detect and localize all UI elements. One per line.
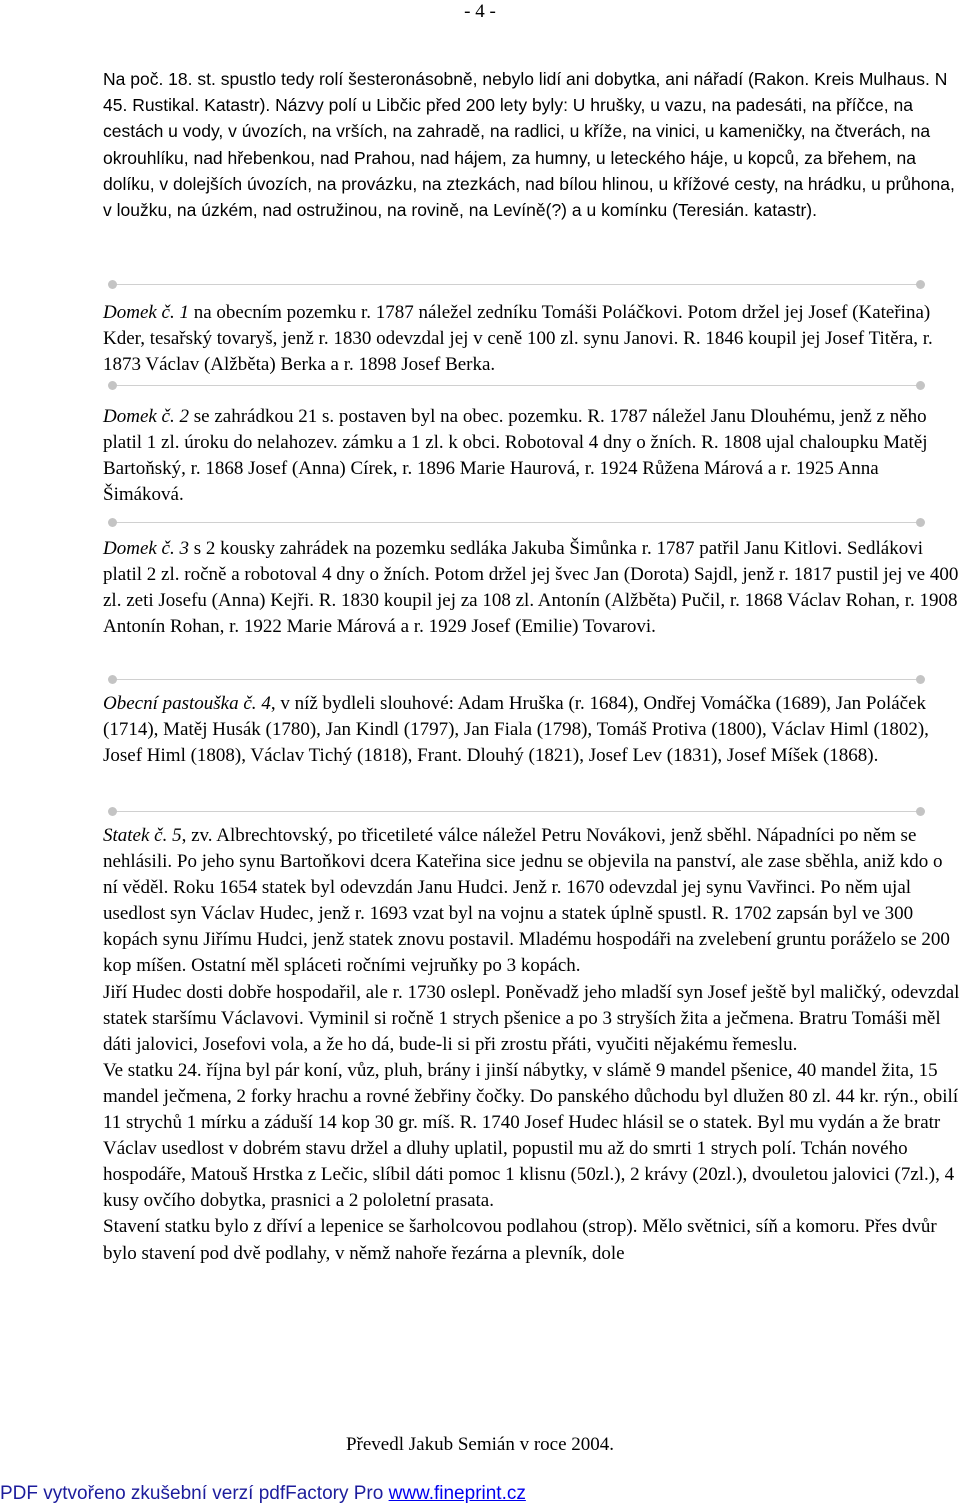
- statek-paragraph: Ve statku 24. října byl pár koní, vůz, pluh, brány i jinší nábytky, v slámě 9 mandel pšenice, 40 mandel žita, 15 mandel ječmena, 2 forky hrachu a rovné žebřiny čočky. Do panského důchodu byl dlužen 80 zl. 44 kr. rýn., obilí 11 strychů 1 mírku a záduší 14 kop 30 gr. míš. R. 1740 Josef Hudec hlásil se o statek. Byl mu vydán a že bratr Václav usedlost v dobrém stavu držel a dluhy uplatil, popustil mu až do smrti 1 strych polí. Tchán nového hospodáře, Matouš Hrstka z Lečic, slíbil dáti pomoc 1 klisnu (50zl.), 2 krávy (20zl.), dvouletou jalovici (7zl.), 4 kusy ovčího dobytka, prasnici a 2 pololetní prasata.: [103, 1059, 959, 1212]
- separator-line: [113, 279, 920, 291]
- entry-label: Domek č.: [103, 302, 175, 323]
- page-number: - 4 -: [464, 1, 496, 22]
- separator-line: [113, 517, 920, 529]
- separator-line: [113, 806, 920, 818]
- entry-text: , v níž bydleli slouhové: Adam Hruška (r. 1684), Ondřej Vomáčka (1689), Jan Poláček (1714), Matěj Husák (1780), Jan Kindl (1797), Jan Fiala (1798), Tomáš Protiva (1800), Václav Himl (1802), Josef Himl (1808), Václav Tichý (1818), Frant. Dlouhý (1821), Josef Lev (1831), Josef Míšek (1868).: [103, 693, 929, 767]
- entry-pastouska-4: [103, 691, 960, 769]
- entry-domek-3: [103, 536, 960, 640]
- pdf-notice: [0, 1482, 526, 1506]
- entry-number: 4: [261, 693, 271, 714]
- entry-label: Statek č.: [103, 825, 168, 846]
- entry-number: 2: [179, 406, 189, 427]
- separator-line: [113, 674, 920, 686]
- entry-text: se zahrádkou 21 s. postaven byl na obec. pozemku. R. 1787 náležel Janu Dlouhému, jenž z něho platil 1 zl. úroku do nelahozev. zámku a 1 zl. k obci. Robotoval 4 dny o žních. R. 1808 ujal chaloupku Matěj Bartoňský, r. 1868 Josef (Anna) Círek, r. 1896 Marie Haurová, r. 1924 Růžena Márová a r. 1925 Anna Šimáková.: [103, 406, 928, 506]
- pdf-notice-text: PDF vytvořeno zkušební verzí pdfFactory Pro: [0, 1483, 389, 1504]
- entry-label: Domek č.: [103, 406, 175, 427]
- statek-paragraph: Stavení statku bylo z dříví a lepenice se šarholcovou podlahou (strop). Mělo světnici, síň a komoru. Přes dvůr bylo stavení pod dvě podlahy, v němž nahoře řezárna a plevník, dole: [103, 1216, 937, 1264]
- statek-paragraph: Jiří Hudec dosti dobře hospodařil, ale r. 1730 oslepl. Poněvadž jeho mladší syn Josef ještě byl maličký, odevzdal statek staršímu Václavovi. Vyminil si ročně 1 strych pšenice a po 3 stryších žita a ječmena. Bratru Tomáši měl dáti jalovici, Josefovi vola, a že ho dá, bude-li si při zrostu přáti, vyučiti nějakému řemeslu.: [103, 981, 960, 1055]
- intro-paragraph: Na poč. 18. st. spustlo tedy rolí šesteronásobně, nebylo lidí ani dobytka, ani nářadí (Rakon. Kreis Mulhaus. N 45. Rustikal. Katastr). Názvy polí u Libčic před 200 lety byly: U hrušky, u vazu, na padesáti, na příčce, na cestách u vody, v úvozích, na vrších, na zahradě, na radlici, u kříže, na vinici, u kameničky, na čtverách, na okrouhlíku, nad hřebenkou, nad Prahou, nad hájem, za humny, u leteckého háje, u kopců, za břehem, na dolíku, v dolejších úvozích, na provázku, na ztezkách, nad bílou hlinou, u křížové cesty, na hrádku, u průhona, v loužku, na úzkém, nad ostružinou, na rovině, na Levíně(?) a u komínku (Teresián. katastr).: [103, 69, 955, 221]
- entry-number: 5: [172, 825, 182, 846]
- entry-number: 1: [179, 302, 189, 323]
- entry-number: 3: [179, 538, 189, 559]
- entry-statek-5: [103, 823, 960, 1267]
- entry-text: na obecním pozemku r. 1787 náležel zedníku Tomáši Poláčkovi. Potom držel jej Josef (Kateřina) Kder, tesařský tovaryš, jenž r. 1830 odevzdal jej v ceně 100 zl. synu Janovi. R. 1846 koupil jej Josef Titěra, r. 1873 Václav (Alžběta) Berka a r. 1898 Josef Berka.: [103, 302, 933, 376]
- entry-text: , zv. Albrechtovský, po třicetileté válce náležel Petru Novákovi, jenž sběhl. Nápadníci po něm se nehlásili. Po jeho synu Bartoňkovi dcera Kateřina sice jednu se objevila na panství, ale zase sběhla, aniž kdo o ní věděl. Roku 1654 statek byl odevzdán Janu Hudci. Jenž r. 1670 odevzdal jej synu Vavřinci. Po něm ujal usedlost syn Václav Hudec, jenž r. 1693 vzat byl na vojnu a statek úplně spustl. R. 1702 zapsán byl ve 300 kopách synu Jiřímu Hudci, jenž statek znovu postavil. Mladému hospodáři na zvelebení gruntu poráželo se 200 kop míšen. Ostatní měl spláceti ročními vejruňky po 3 kopách.: [103, 825, 950, 977]
- separator-line: [113, 380, 920, 392]
- entry-text: s 2 kousky zahrádek na pozemku sedláka Jakuba Šimůnka r. 1787 patřil Janu Kitlovi. Sedlákovi platil 2 zl. ročně a robotoval 4 dny o žních. Potom držel jej švec Jan (Dorota) Sajdl, jenž r. 1817 pustil jej ve 400 zl. zeti Josefu (Anna) Kejři. R. 1830 koupil jej za 108 zl. Antonín (Alžběta) Pučil, r. 1868 Václav Rohan, r. 1908 Antonín Rohan, r. 1922 Marie Márová a r. 1929 Josef (Emilie) Tovarovi.: [103, 538, 959, 638]
- footer-credit: Převedl Jakub Semián v roce 2004.: [345, 1434, 615, 1455]
- entry-domek-2: [103, 404, 960, 508]
- pdf-notice-link[interactable]: www.fineprint.cz: [388, 1483, 526, 1504]
- entry-label: Domek č.: [103, 538, 175, 559]
- entry-label: Obecní pastouška č.: [103, 693, 257, 714]
- entry-domek-1: [103, 300, 960, 378]
